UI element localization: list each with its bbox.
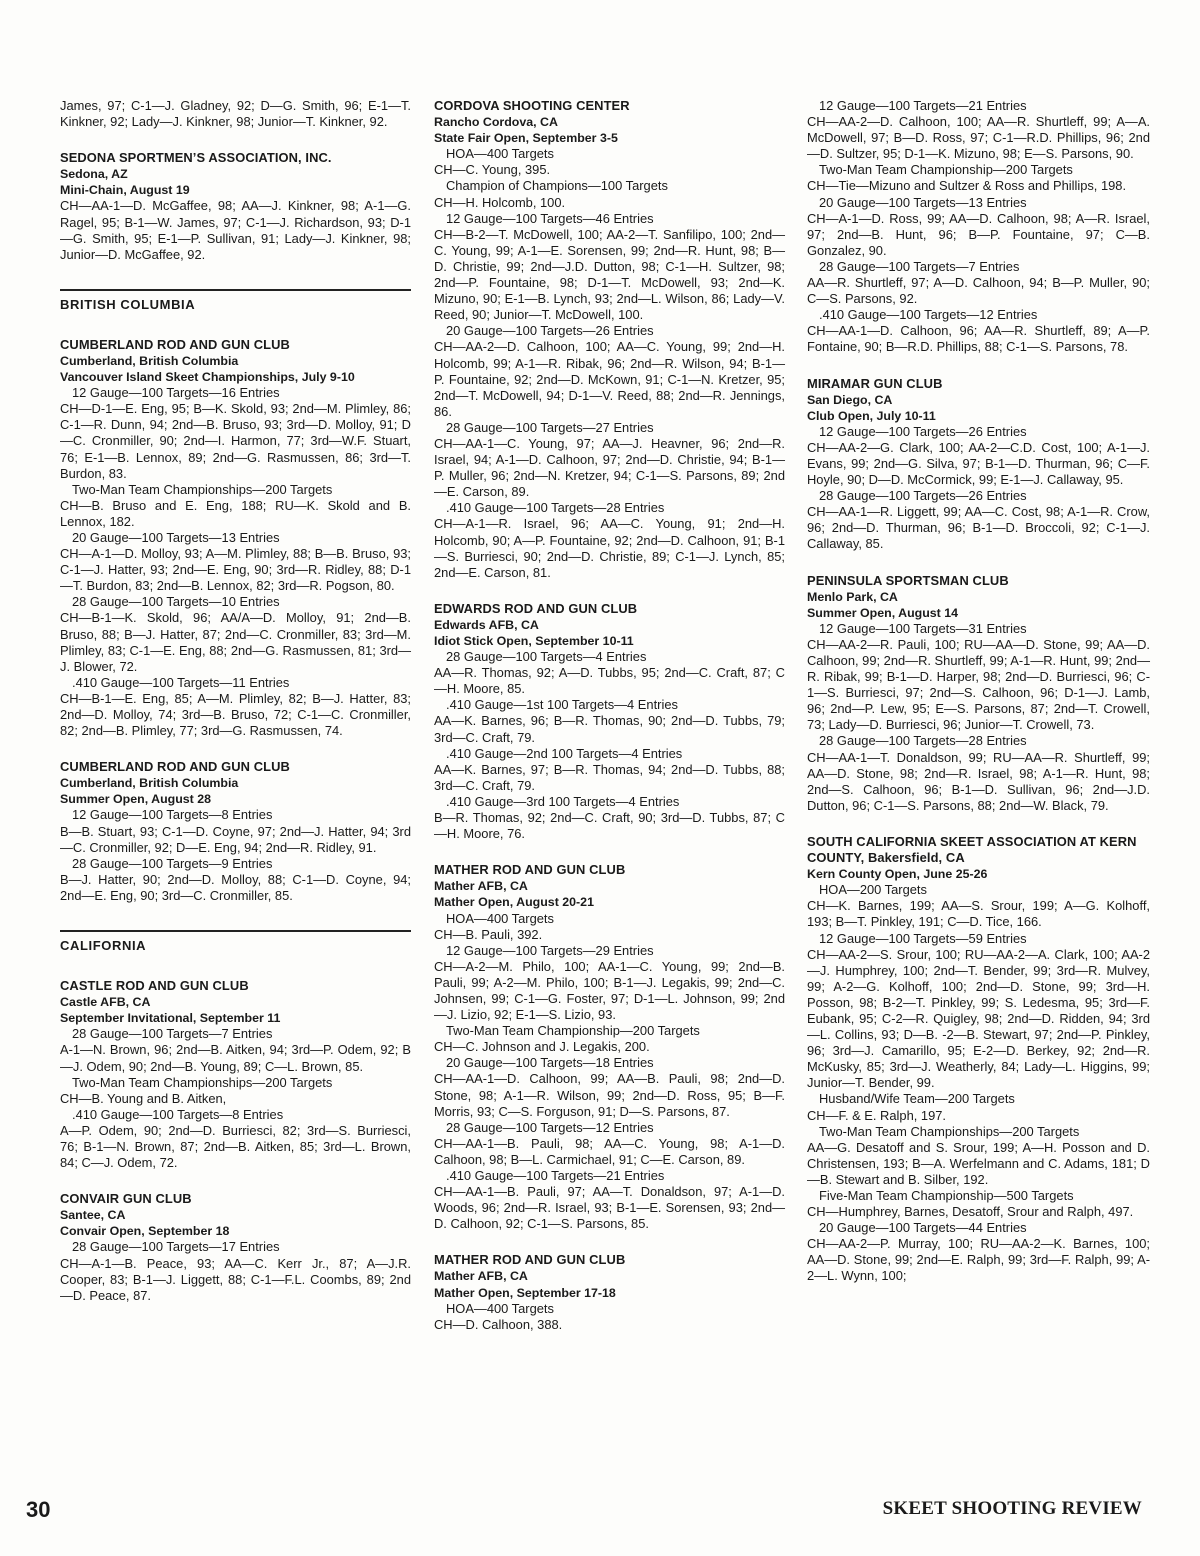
club-name: MATHER ROD AND GUN CLUB — [434, 1252, 626, 1268]
result-text: CH—B. Young and B. Aitken, — [60, 1090, 227, 1106]
event-heading: Two-Man Team Championship—200 Targets — [819, 162, 1073, 178]
club-name: MIRAMAR GUN CLUB — [807, 375, 943, 391]
result-text: CH—K. Barnes, 199; AA—S. Srour, 199; A—G. Kolhoff, 193; B—T. Pinkley, 191; C—D. Tice, 166. — [807, 898, 1150, 930]
result-block — [60, 337, 411, 739]
event-heading: Two-Man Team Championships—200 Targets — [819, 1123, 1080, 1139]
result-text: CH—A-1—B. Peace, 93; AA—C. Kerr Jr., 87; A—J.R. Cooper, 83; B-1—J. Liggett, 88; C-1—F.L. Coombs, 89; 2nd—D. Peace, 87. — [60, 1255, 411, 1303]
event-detail: Cumberland, British Columbia — [60, 776, 239, 791]
result-text: CH—B-2—T. McDowell, 100; AA-2—T. Sanfilipo, 100; 2nd—C. Young, 99; A-1—E. Sorensen, 99; 2nd—R. Hunt, 98; B—D. Christie, 99; 2nd—J.D. Dutton, 98; C-1—H. Sultzer, 98; 2nd—P. Fountaine, 98; D-1—T. McDowell, 93; 2nd—K. Mizuno, 90; E-1—B. Lynch, 93; 2nd—L. Wilson, 86; Lady—V. Reed, 90; Junior—T. McDowell, 100. — [434, 226, 785, 323]
event-heading: .410 Gauge—1st 100 Targets—4 Entries — [446, 697, 678, 713]
event-heading: 28 Gauge—100 Targets—7 Entries — [819, 258, 1020, 274]
event-heading: Two-Man Team Championships—200 Targets — [72, 1074, 333, 1090]
result-text: CH—Humphrey, Barnes, Desatoff, Srour and Ralph, 497. — [807, 1204, 1134, 1220]
result-text: A—P. Odem, 90; 2nd—D. Burriesci, 82; 3rd—S. Burriesci, 76; B-1—N. Brown, 87; 2nd—B. Aitken, 85; 3rd—L. Brown, 84; C—J. Odem, 72. — [60, 1122, 411, 1171]
magazine-title: SKEET SHOOTING REVIEW — [882, 1498, 1142, 1519]
column-middle — [434, 98, 785, 1333]
event-detail: Santee, CA — [60, 1208, 126, 1223]
club-name: CUMBERLAND ROD AND GUN CLUB — [60, 759, 290, 775]
event-heading: 12 Gauge—100 Targets—46 Entries — [446, 210, 654, 226]
event-heading: .410 Gauge—100 Targets—11 Entries — [72, 674, 290, 690]
result-block — [807, 573, 1150, 814]
event-detail: Mather AFB, CA — [434, 1269, 528, 1284]
result-block — [807, 98, 1150, 356]
event-detail: Menlo Park, CA — [807, 589, 898, 604]
event-detail: Edwards AFB, CA — [434, 617, 539, 632]
event-heading: 28 Gauge—100 Targets—9 Entries — [72, 855, 273, 871]
result-text: CH—AA-2—D. Calhoon, 100; AA—R. Shurtleff, 99; A—A. McDowell, 97; B—D. Ross, 97; C-1—R.D. Phillips, 96; 2nd—D. Sultzer, 95; D-1—K. Mizuno, 98; E—S. Parsons, 90. — [807, 114, 1150, 162]
result-text: CH—B. Bruso and E. Eng, 188; RU—K. Skold and B. Lennox, 182. — [60, 497, 411, 529]
event-heading: 12 Gauge—100 Targets—8 Entries — [72, 807, 273, 823]
event-heading: .410 Gauge—100 Targets—8 Entries — [72, 1106, 284, 1122]
club-name: CASTLE ROD AND GUN CLUB — [60, 978, 249, 994]
result-block — [60, 759, 411, 904]
event-heading: 20 Gauge—100 Targets—18 Entries — [446, 1055, 654, 1071]
result-block — [434, 1252, 785, 1332]
event-heading: 20 Gauge—100 Targets—44 Entries — [819, 1220, 1027, 1236]
result-text: CH—AA-1—T. Donaldson, 99; RU—AA—R. Shurtleff, 99; AA—D. Stone, 98; 2nd—R. Israel, 98; A-1—R. Hunt, 98; 2nd—S. Calhoon, 96; B-1—D. Sullivan, 96; 2nd—J.D. Dutton, 96; C-1—S. Parsons, 88; 2nd—W. Black, 79. — [807, 749, 1150, 813]
event-heading: .410 Gauge—100 Targets—28 Entries — [446, 500, 665, 516]
result-text: CH—AA-2—R. Pauli, 100; RU—AA—D. Stone, 99; AA—D. Calhoon, 99; 2nd—R. Shurtleff, 99; A-1—R. Hunt, 99; 2nd—R. Ribak, 99; B-1—D. Harper, 98; 2nd—D. Burriesci, 96; C-1—S. Burriesci, 97; 2nd—S. Calhoon, 96; D-1—J. Lamb, 96; 2nd—P. Lew, 95; E—S. Parsons, 87; 2nd—T. Crowell, 73; Lady—D. Burriesci, 96; Junior—T. Crowell, 73. — [807, 636, 1150, 733]
result-text: B—J. Hatter, 90; 2nd—D. Molloy, 88; C-1—D. Coyne, 94; 2nd—E. Eng, 90; 3rd—C. Cronmiller, 85. — [60, 871, 411, 903]
region-heading: BRITISH COLUMBIA — [60, 289, 411, 313]
event-detail: San Diego, CA — [807, 392, 893, 407]
result-block — [60, 98, 411, 130]
result-text: CH—H. Holcomb, 100. — [434, 194, 566, 210]
event-heading: Champion of Champions—100 Targets — [446, 178, 668, 194]
result-block — [60, 978, 411, 1171]
result-text: CH—A-1—R. Israel, 96; AA—C. Young, 91; 2nd—H. Holcomb, 90; A—P. Fountaine, 92; 2nd—D. Calhoon, 91; B-1—S. Burriesci, 90; 2nd—D. Christie, 89; C-1—J. Lynch, 85; 2nd—E. Carson, 81. — [434, 516, 785, 580]
result-text: CH—AA-1—B. Pauli, 98; AA—C. Young, 98; A-1—D. Calhoon, 98; B—L. Carmichael, 91; C—E. Carson, 89. — [434, 1135, 785, 1167]
event-detail: Sedona, AZ — [60, 167, 128, 182]
result-text: CH—AA-1—B. Pauli, 97; AA—T. Donaldson, 97; A-1—D. Woods, 96; 2nd—R. Israel, 93; B-1—E. Sorensen, 93; 2nd—D. Calhoon, 92; C-1—S. Parsons, 85. — [434, 1184, 785, 1232]
result-text: AA—R. Shurtleff, 97; A—D. Calhoon, 94; B—P. Muller, 90; C—S. Parsons, 92. — [807, 275, 1150, 307]
event-heading: 20 Gauge—100 Targets—13 Entries — [819, 194, 1027, 210]
club-name: CUMBERLAND ROD AND GUN CLUB — [60, 336, 290, 352]
event-heading: Five-Man Team Championship—500 Targets — [819, 1188, 1074, 1203]
event-heading: Two-Man Team Championship—200 Targets — [446, 1023, 700, 1039]
result-text: AA—R. Thomas, 92; A—D. Tubbs, 95; 2nd—C. Craft, 87; C—H. Moore, 85. — [434, 665, 785, 697]
event-heading: 28 Gauge—100 Targets—26 Entries — [819, 488, 1027, 504]
event-heading: HOA—400 Targets — [446, 146, 554, 162]
event-heading: 28 Gauge—100 Targets—7 Entries — [72, 1026, 273, 1042]
club-name: SEDONA SPORTMEN’S ASSOCIATION, INC. — [60, 150, 332, 166]
result-text: A-1—N. Brown, 96; 2nd—B. Aitken, 94; 3rd—P. Odem, 92; B—J. Odem, 90; 2nd—B. Young, 89; C—L. Brown, 85. — [60, 1042, 411, 1074]
page-number: 30 — [26, 1497, 51, 1522]
event-detail: Mather AFB, CA — [434, 879, 528, 894]
event-detail: Kern County Open, June 25-26 — [807, 867, 988, 882]
event-detail: Castle AFB, CA — [60, 995, 151, 1010]
event-heading: 28 Gauge—100 Targets—27 Entries — [446, 419, 654, 435]
result-text: CH—AA-1—R. Liggett, 99; AA—C. Cost, 98; A-1—R. Crow, 96; 2nd—D. Thurman, 96; B-1—D. Broccoli, 92; C-1—J. Callaway, 85. — [807, 504, 1150, 552]
result-text: CH—AA-1—D. Calhoon, 96; AA—R. Shurtleff, 89; A—P. Fontaine, 90; B—R.D. Phillips, 88; C-1—S. Parsons, 78. — [807, 323, 1150, 355]
event-heading: HOA—200 Targets — [819, 882, 927, 898]
event-heading: 28 Gauge—100 Targets—28 Entries — [819, 733, 1027, 749]
result-text: CH—C. Johnson and J. Legakis, 200. — [434, 1039, 650, 1055]
result-text: CH—C. Young, 395. — [434, 162, 551, 178]
event-detail: Convair Open, September 18 — [60, 1224, 230, 1239]
result-text: AA—K. Barnes, 96; B—R. Thomas, 90; 2nd—D. Tubbs, 79; 3rd—C. Craft, 79. — [434, 713, 785, 745]
club-name: EDWARDS ROD AND GUN CLUB — [434, 600, 638, 616]
event-detail: Cumberland, British Columbia — [60, 353, 239, 368]
result-block — [807, 834, 1150, 1285]
event-heading: 28 Gauge—100 Targets—12 Entries — [446, 1119, 654, 1135]
result-text: CH—A-2—M. Philo, 100; AA-1—C. Young, 99; 2nd—B. Pauli, 99; A-2—M. Philo, 100; B-1—J. Legakis, 99; 2nd—C. Johnsen, 99; C-1—G. Foster, 97; D-1—L. Johnson, 99; 2nd—J. Lizio, 92; E-1—S. Lizio, 93. — [434, 958, 785, 1023]
event-detail: State Fair Open, September 3-5 — [434, 131, 618, 146]
result-text: CH—AA-1—D. McGaffee, 98; AA—J. Kinkner, 98; A-1—G. Ragel, 95; B-1—W. James, 97; C-1—J. Richardson, 93; D-1—G. Smith, 95; E-1—P. Sullivan, 91; Lady—J. Kinkner, 98; Junior—D. McGaffee, 92. — [60, 198, 411, 262]
result-text: CH—AA-1—C. Young, 97; AA—J. Heavner, 96; 2nd—R. Israel, 94; A-1—D. Calhoon, 97; 2nd—D. Christie, 94; B-1—P. Muller, 96; 2nd—N. Kretzer, 94; C-1—S. Parsons, 89; 2nd—E. Carson, 89. — [434, 435, 785, 500]
event-heading: 12 Gauge—100 Targets—29 Entries — [446, 942, 654, 958]
result-text: CH—AA-2—S. Srour, 100; RU—AA-2—A. Clark, 100; AA-2—J. Humphrey, 100; 2nd—T. Bender, 99; 3rd—R. Mulvey, 99; A-2—G. Kolhoff, 100; 2nd—D. Stone, 99; 3rd—H. Posson, 98; B-2—T. Pinkley, 99; S. Ledesma, 95; 3rd—F. Eubank, 95; C-2—R. Quigley, 98; 2nd—D. Ridden, 94; 3rd—L. Collins, 93; D—B. -2—B. Stewart, 97; 2nd—P. Pinkley, 96; 3rd—J. Camarillo, 95; E-2—D. Berkey, 92; 2nd—R. McKusky, 85; 3rd—J. Weatherly, 84; Lady—L. Higgins, 99; Junior—T. Bender, 99. — [807, 946, 1150, 1091]
result-text: CH—AA-2—P. Murray, 100; RU—AA-2—K. Barnes, 100; AA—D. Stone, 99; 2nd—E. Ralph, 99; 3rd—F. Ralph, 99; A-2—L. Wynn, 100; — [807, 1236, 1150, 1284]
club-name: CORDOVA SHOOTING CENTER — [434, 98, 630, 113]
event-detail: Vancouver Island Skeet Championships, July 9-10 — [60, 370, 355, 385]
result-text: AA—G. Desatoff and S. Srour, 199; A—H. Posson and D. Christensen, 193; B—A. Werfelmann and C. Adams, 181; D—B. Stewart and B. Silber, 192. — [807, 1139, 1150, 1187]
event-heading: .410 Gauge—100 Targets—21 Entries — [446, 1168, 665, 1183]
event-detail: Summer Open, August 14 — [807, 605, 959, 620]
result-block — [60, 1191, 411, 1304]
result-text: B—R. Thomas, 92; 2nd—C. Craft, 90; 3rd—D. Tubbs, 87; C—H. Moore, 76. — [434, 810, 785, 842]
event-heading: 20 Gauge—100 Targets—26 Entries — [446, 323, 654, 339]
club-name: MATHER ROD AND GUN CLUB — [434, 862, 626, 878]
club-name: SOUTH CALIFORNIA SKEET ASSOCIATION AT KERN COUNTY, Bakersfield, CA — [807, 833, 1137, 866]
event-heading: 20 Gauge—100 Targets—13 Entries — [72, 529, 280, 545]
event-detail: Mini-Chain, August 19 — [60, 183, 190, 198]
event-heading: 28 Gauge—100 Targets—4 Entries — [446, 649, 647, 665]
event-detail: Mather Open, August 20-21 — [434, 895, 594, 910]
result-text: CH—D. Calhoon, 388. — [434, 1316, 563, 1332]
event-heading: 12 Gauge—100 Targets—59 Entries — [819, 930, 1027, 946]
result-text: CH—AA-1—D. Calhoon, 99; AA—B. Pauli, 98; 2nd—D. Stone, 98; A-1—R. Wilson, 99; 2nd—D. Ross, 95; B—F. Morris, 93; C—S. Forguson, 91; D—S. Parsons, 87. — [434, 1071, 785, 1119]
result-text: CH—A-1—D. Molloy, 93; A—M. Plimley, 88; B—B. Bruso, 93; C-1—J. Hatter, 93; 2nd—E. Eng, 90; 3rd—R. Ridley, 88; D-1—T. Burdon, 83; 2nd—B. Lennox, 82; 3rd—R. Pogson, 80. — [60, 546, 411, 594]
result-block — [60, 150, 411, 263]
event-heading: 12 Gauge—100 Targets—16 Entries — [72, 385, 280, 401]
result-text: CH—D-1—E. Eng, 95; B—K. Skold, 93; 2nd—M. Plimley, 86; C-1—R. Dunn, 94; 2nd—B. Bruso, 93; 3rd—D. Molloy, 91; D—C. Cronmiller, 90; 2nd—I. Harmon, 77; 3rd—W.F. Stuart, 76; E-1—B. Lennox, 89; 2nd—G. Rasmussen, 86; 3rd—T. Burdon, 83. — [60, 401, 411, 481]
event-heading: 12 Gauge—100 Targets—21 Entries — [819, 98, 1027, 113]
result-text: CH—AA-2—D. Calhoon, 100; AA—C. Young, 99; 2nd—H. Holcomb, 99; A-1—R. Ribak, 96; 2nd—R. Wilson, 94; B-1—P. Fountaine, 92; 2nd—D. McKown, 91; C-1—N. Kretzer, 95; 2nd—T. McDowell, 94; D-1—V. Reed, 88; 2nd—R. Jennings, 86. — [434, 339, 785, 419]
column-left — [60, 98, 411, 1304]
column-right — [807, 98, 1150, 1285]
result-text: CH—A-1—D. Ross, 99; AA—D. Calhoon, 98; A—R. Israel, 97; 2nd—B. Hunt, 96; B—P. Fountaine, 97; C—B. Gonzalez, 90. — [807, 210, 1150, 258]
result-text: James, 97; C-1—J. Gladney, 92; D—G. Smith, 96; E-1—T. Kinkner, 92; Lady—J. Kinkner, 98; Junior—T. Kinkner, 92. — [60, 98, 411, 130]
result-block — [434, 862, 785, 1232]
event-heading: 12 Gauge—100 Targets—26 Entries — [819, 423, 1027, 439]
result-text: B—B. Stuart, 93; C-1—D. Coyne, 97; 2nd—J. Hatter, 94; 3rd—C. Cronmiller, 92; D—E. Eng, 94; 2nd—R. Ridley, 91. — [60, 823, 411, 855]
event-heading: 28 Gauge—100 Targets—10 Entries — [72, 594, 280, 610]
event-heading: Two-Man Team Championships—200 Targets — [72, 481, 333, 497]
result-block — [434, 98, 785, 581]
event-heading: HOA—400 Targets — [446, 910, 554, 926]
event-detail: Summer Open, August 28 — [60, 792, 212, 807]
event-heading: 28 Gauge—100 Targets—17 Entries — [72, 1239, 280, 1255]
result-text: CH—B-1—K. Skold, 96; AA/A—D. Molloy, 91; 2nd—B. Bruso, 88; B—J. Hatter, 87; 2nd—C. Cronmiller, 83; 3rd—M. Plimley, 83; C-1—E. Eng, 88; 2nd—G. Rasmussen, 81; 3rd—J. Blower, 72. — [60, 610, 411, 674]
event-heading: HOA—400 Targets — [446, 1300, 554, 1316]
event-detail: Rancho Cordova, CA — [434, 115, 558, 130]
event-heading: .410 Gauge—2nd 100 Targets—4 Entries — [446, 745, 683, 761]
event-heading: Husband/Wife Team—200 Targets — [819, 1091, 1015, 1107]
event-heading: 12 Gauge—100 Targets—31 Entries — [819, 620, 1027, 636]
event-heading: .410 Gauge—3rd 100 Targets—4 Entries — [446, 793, 680, 809]
event-detail: Mather Open, September 17-18 — [434, 1285, 616, 1300]
club-name: PENINSULA SPORTSMAN CLUB — [807, 572, 1009, 588]
result-text: CH—AA-2—G. Clark, 100; AA-2—C.D. Cost, 100; A-1—J. Evans, 99; 2nd—G. Silva, 97; B-1—D. Thurman, 96; C—F. Hoyle, 90; D—D. McCormick, 99; E-1—J. Callaway, 95. — [807, 439, 1150, 488]
region-heading: CALIFORNIA — [60, 930, 411, 954]
event-detail: Idiot Stick Open, September 10-11 — [434, 634, 634, 648]
club-name: CONVAIR GUN CLUB — [60, 1191, 192, 1207]
event-heading: .410 Gauge—100 Targets—12 Entries — [819, 307, 1038, 323]
result-block — [434, 601, 785, 842]
result-text: CH—Tie—Mizuno and Sultzer & Ross and Phillips, 198. — [807, 178, 1127, 194]
result-text: CH—B. Pauli, 392. — [434, 926, 543, 942]
event-detail: Club Open, July 10-11 — [807, 408, 936, 423]
result-text: CH—F. & E. Ralph, 197. — [807, 1107, 946, 1123]
result-text: CH—B-1—E. Eng, 85; A—M. Plimley, 82; B—J. Hatter, 83; 2nd—D. Molloy, 74; 3rd—B. Bruso, 72; C-1—C. Cronmiller, 82; 2nd—B. Plimley, 77; 3rd—G. Rasmussen, 74. — [60, 690, 411, 739]
event-detail: September Invitational, September 11 — [60, 1011, 281, 1026]
result-text: AA—K. Barnes, 97; B—R. Thomas, 94; 2nd—D. Tubbs, 88; 3rd—C. Craft, 79. — [434, 761, 785, 793]
result-block — [807, 376, 1150, 553]
